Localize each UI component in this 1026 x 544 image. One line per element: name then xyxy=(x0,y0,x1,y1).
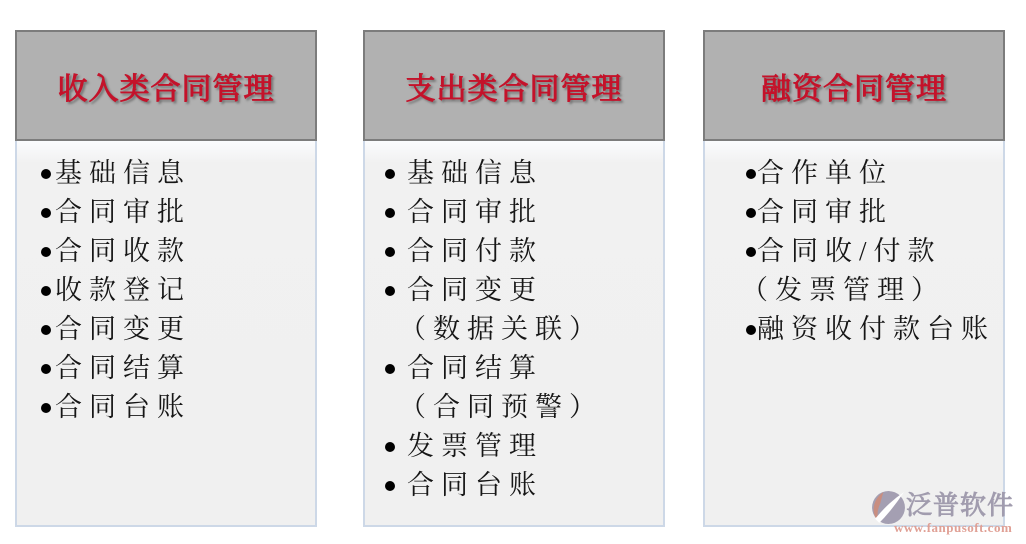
list-item: 基础信息 xyxy=(23,154,309,193)
list-item-continuation: （合同预警） xyxy=(399,392,603,422)
list-item-continuation: （数据关联） xyxy=(399,314,603,344)
list-item: 合同审批 xyxy=(371,193,657,232)
financing-feature-list xyxy=(711,154,997,349)
list-item: 融资收付款台账 xyxy=(711,310,997,349)
list-item: 基础信息 xyxy=(371,154,657,193)
panel-financing-title: 融资合同管理 xyxy=(761,72,947,106)
panel-expense-header xyxy=(363,30,665,141)
expense-feature-list xyxy=(371,154,657,505)
list-item: 合作单位 xyxy=(711,154,997,193)
list-item: 合同台账 xyxy=(371,466,657,505)
list-item: 合同审批 xyxy=(23,193,309,232)
watermark-url-text: www.fanpusoft.com xyxy=(894,520,1013,535)
panel-financing-body xyxy=(703,141,1005,527)
list-item: 合同结算 xyxy=(371,349,657,388)
panel-income-body xyxy=(15,141,317,527)
panel-expense-contracts xyxy=(363,30,665,527)
list-item: 合同变更 xyxy=(23,310,309,349)
list-item: 合同付款 xyxy=(371,232,657,271)
list-item: 发票管理 xyxy=(371,427,657,466)
panel-income-contracts xyxy=(15,30,317,527)
list-item: 收款登记 xyxy=(23,271,309,310)
watermark xyxy=(868,487,1026,544)
list-item: 合同收款 xyxy=(23,232,309,271)
list-item: 合同变更 xyxy=(371,271,657,310)
panel-expense-body xyxy=(363,141,665,527)
panel-income-header xyxy=(15,30,317,141)
panel-income-title: 收入类合同管理 xyxy=(57,72,275,106)
panel-expense-title: 支出类合同管理 xyxy=(405,72,623,106)
watermark-brand-text: 泛普软件 xyxy=(906,491,1015,520)
list-item: 合同结算 xyxy=(23,349,309,388)
income-feature-list xyxy=(23,154,309,427)
list-item-continuation: （发票管理） xyxy=(741,275,945,305)
list-item: 合同台账 xyxy=(23,388,309,427)
list-item: 合同审批 xyxy=(711,193,997,232)
list-item: 合同收/付款 xyxy=(711,232,997,271)
panel-financing-contracts xyxy=(703,30,1005,527)
panel-financing-header xyxy=(703,30,1005,141)
